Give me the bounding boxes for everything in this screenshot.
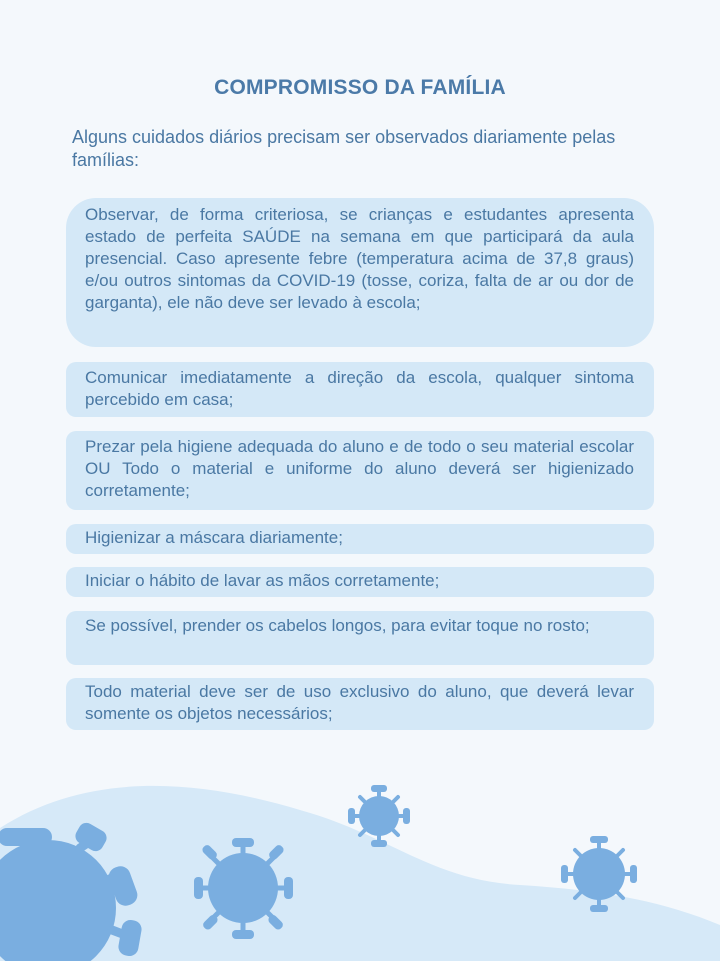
list-item-text: Comunicar imediatamente a direção da escola, qualquer sintoma percebido em casa; [85, 368, 634, 409]
page-title: COMPROMISSO DA FAMÍLIA [214, 76, 506, 99]
intro-text: Alguns cuidados diários precisam ser observados diariamente pelas famílias: [72, 127, 616, 170]
list-item-text: Iniciar o hábito de lavar as mãos corretamente; [85, 571, 440, 590]
list-item-text: Todo material deve ser de uso exclusivo do aluno, que deverá levar somente os objetos necessários; [85, 682, 634, 723]
virus-icon [194, 838, 293, 939]
list-item-text: Observar, de forma criteriosa, se crianças e estudantes apresenta estado de perfeita SAÚDE na semana em que participará da aula presencial. Caso apresente febre (temperatura acima de 37,8 graus) e/ou outros sintomas da COVID-19 (tosse, coriza, falta de ar ou dor de garganta), ele não deve ser levado à escola; [85, 205, 634, 312]
list-item-text: Prezar pela higiene adequada do aluno e de todo o seu material escolar OU Todo o material e uniforme do aluno deverá ser higienizado corretamente; [85, 437, 634, 500]
list-item-text: Se possível, prender os cabelos longos, para evitar toque no rosto; [85, 616, 590, 635]
list-item-text: Higienizar a máscara diariamente; [85, 528, 343, 547]
